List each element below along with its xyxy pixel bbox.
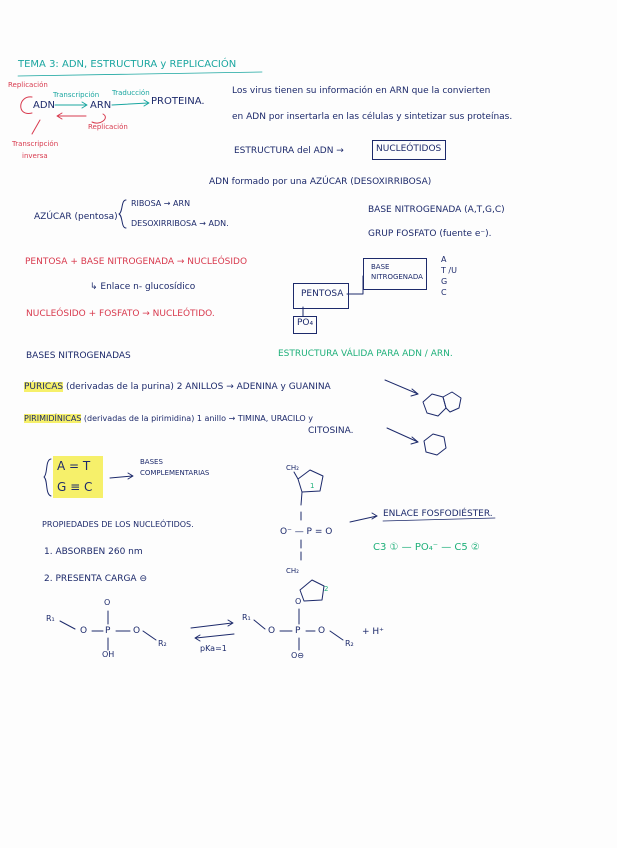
eq-o2-left: O xyxy=(133,626,141,636)
estructura-valida: ESTRUCTURA VÁLIDA PARA ADN / ARN. xyxy=(278,349,453,359)
eq-r1-right: R₁ xyxy=(242,613,251,622)
pirimidinicas-rest: (derivadas de la pirimidina) 1 anillo → TIMINA, URACILO y xyxy=(81,414,313,423)
letter-tu: T /U xyxy=(441,266,457,275)
prop-1: 1. ABSORBEN 260 nm xyxy=(44,547,143,557)
azucar-label: AZÚCAR (pentosa) xyxy=(34,212,118,222)
nucleosido-eq: NUCLEÓSIDO + FOSFATO → NUCLEÓTIDO. xyxy=(26,309,215,319)
pair-at: A = T xyxy=(57,459,91,473)
nucleotidos-box: NUCLEÓTIDOS xyxy=(376,144,442,154)
eq-r1-left: R₁ xyxy=(46,614,55,623)
grupo-fosfato-line: GRUP FOSFATO (fuente e⁻). xyxy=(368,229,492,239)
ch2-bottom: CH₂ xyxy=(286,567,299,575)
estructura-label: ESTRUCTURA del ADN → xyxy=(234,146,344,156)
page-title: TEMA 3: ADN, ESTRUCTURA y REPLICACIÓN xyxy=(18,59,237,70)
eq-r2-left: R₂ xyxy=(158,639,167,648)
traduccion-label: Traducción xyxy=(112,89,150,97)
eq-o1-left: O xyxy=(80,626,88,636)
bases-comp-line2: COMPLEMENTARIAS xyxy=(140,469,210,477)
desoxi-line: DESOXIRRIBOSA → ADN. xyxy=(131,219,229,228)
ribosa-line: RIBOSA → ARN xyxy=(131,199,191,208)
puricas-word: PÚRICAS xyxy=(24,382,64,392)
pirimidinicas-line xyxy=(24,415,313,423)
transcripcion-inversa-line1: Transcripción xyxy=(12,140,59,148)
propiedades-title: PROPIEDADES DE LOS NUCLEÓTIDOS. xyxy=(42,520,194,529)
eq-o2-right: O xyxy=(318,626,326,636)
eq-p-left: P xyxy=(105,626,111,636)
letter-c: C xyxy=(441,288,447,297)
eq-r2-right: R₂ xyxy=(345,639,354,648)
virus-text-line2: en ADN por insertarla en las células y sintetizar sus proteínas. xyxy=(232,112,513,122)
arn-label: ARN xyxy=(90,100,112,111)
bases-title: BASES NITROGENADAS xyxy=(26,351,131,361)
eq-o-top-right: O xyxy=(295,597,302,606)
eq-p-right: P xyxy=(295,626,301,636)
prop-2: 2. PRESENTA CARGA ⊖ xyxy=(44,574,147,584)
c3-c5-line: C3 ① — PO₄⁻ — C5 ② xyxy=(373,542,480,553)
virus-text-line1: Los virus tienen su información en ARN que la convierten xyxy=(232,86,491,96)
sugar-num-2: 2 xyxy=(324,585,329,593)
eq-o-minus: O⊖ xyxy=(291,651,304,660)
enlace-fosfodiester: ENLACE FOSFODIÉSTER. xyxy=(383,509,493,519)
replicacion-label-bottom: Replicación xyxy=(88,123,128,131)
base-nitrogenada-line: BASE NITROGENADA (A,T,G,C) xyxy=(368,205,505,215)
pirimidinicas-word: PIRIMIDÍNICAS xyxy=(24,414,82,423)
proteina-label: PROTEINA. xyxy=(151,96,205,107)
transcripcion-inversa-line2: inversa xyxy=(22,152,48,160)
adn-label: ADN xyxy=(33,100,56,111)
puricas-line xyxy=(24,383,331,392)
eq-o-top-left: O xyxy=(104,598,111,607)
eq-oh: OH xyxy=(102,650,115,659)
pair-gc: G ≡ C xyxy=(57,480,93,494)
letter-g: G xyxy=(441,277,448,286)
ch2-top: CH₂ xyxy=(286,464,299,472)
replicacion-label-left: Replicación xyxy=(8,81,48,89)
backbone-phosphate: O⁻ — P = O xyxy=(280,527,333,537)
adn-formado: ADN formado por una AZÚCAR (DESOXIRRIBOSA) xyxy=(209,177,432,187)
letter-a: A xyxy=(441,255,447,264)
transcripcion-label: Transcripción xyxy=(53,91,100,99)
puricas-rest: (derivadas de la purina) 2 ANILLOS → ADENINA y GUANINA xyxy=(63,382,331,392)
base-box-line1: BASE xyxy=(371,263,390,271)
enlace-glucosidico: ↳ Enlace n- glucosídico xyxy=(90,282,196,292)
eq-o1-right: O xyxy=(268,626,276,636)
sugar-num-1: 1 xyxy=(310,482,315,490)
po4-box: PO₄ xyxy=(297,318,314,328)
eq-h-plus: + H⁺ xyxy=(362,627,384,637)
base-box-line2: NITROGENADA xyxy=(371,273,423,281)
citosina-line: CITOSINA. xyxy=(308,426,354,436)
eq-pka: pKa=1 xyxy=(200,644,227,653)
pentosa-box: PENTOSA xyxy=(301,289,344,299)
bases-comp-line1: BASES xyxy=(140,458,163,466)
pentosa-eq: PENTOSA + BASE NITROGENADA → NUCLEÓSIDO xyxy=(25,257,248,267)
